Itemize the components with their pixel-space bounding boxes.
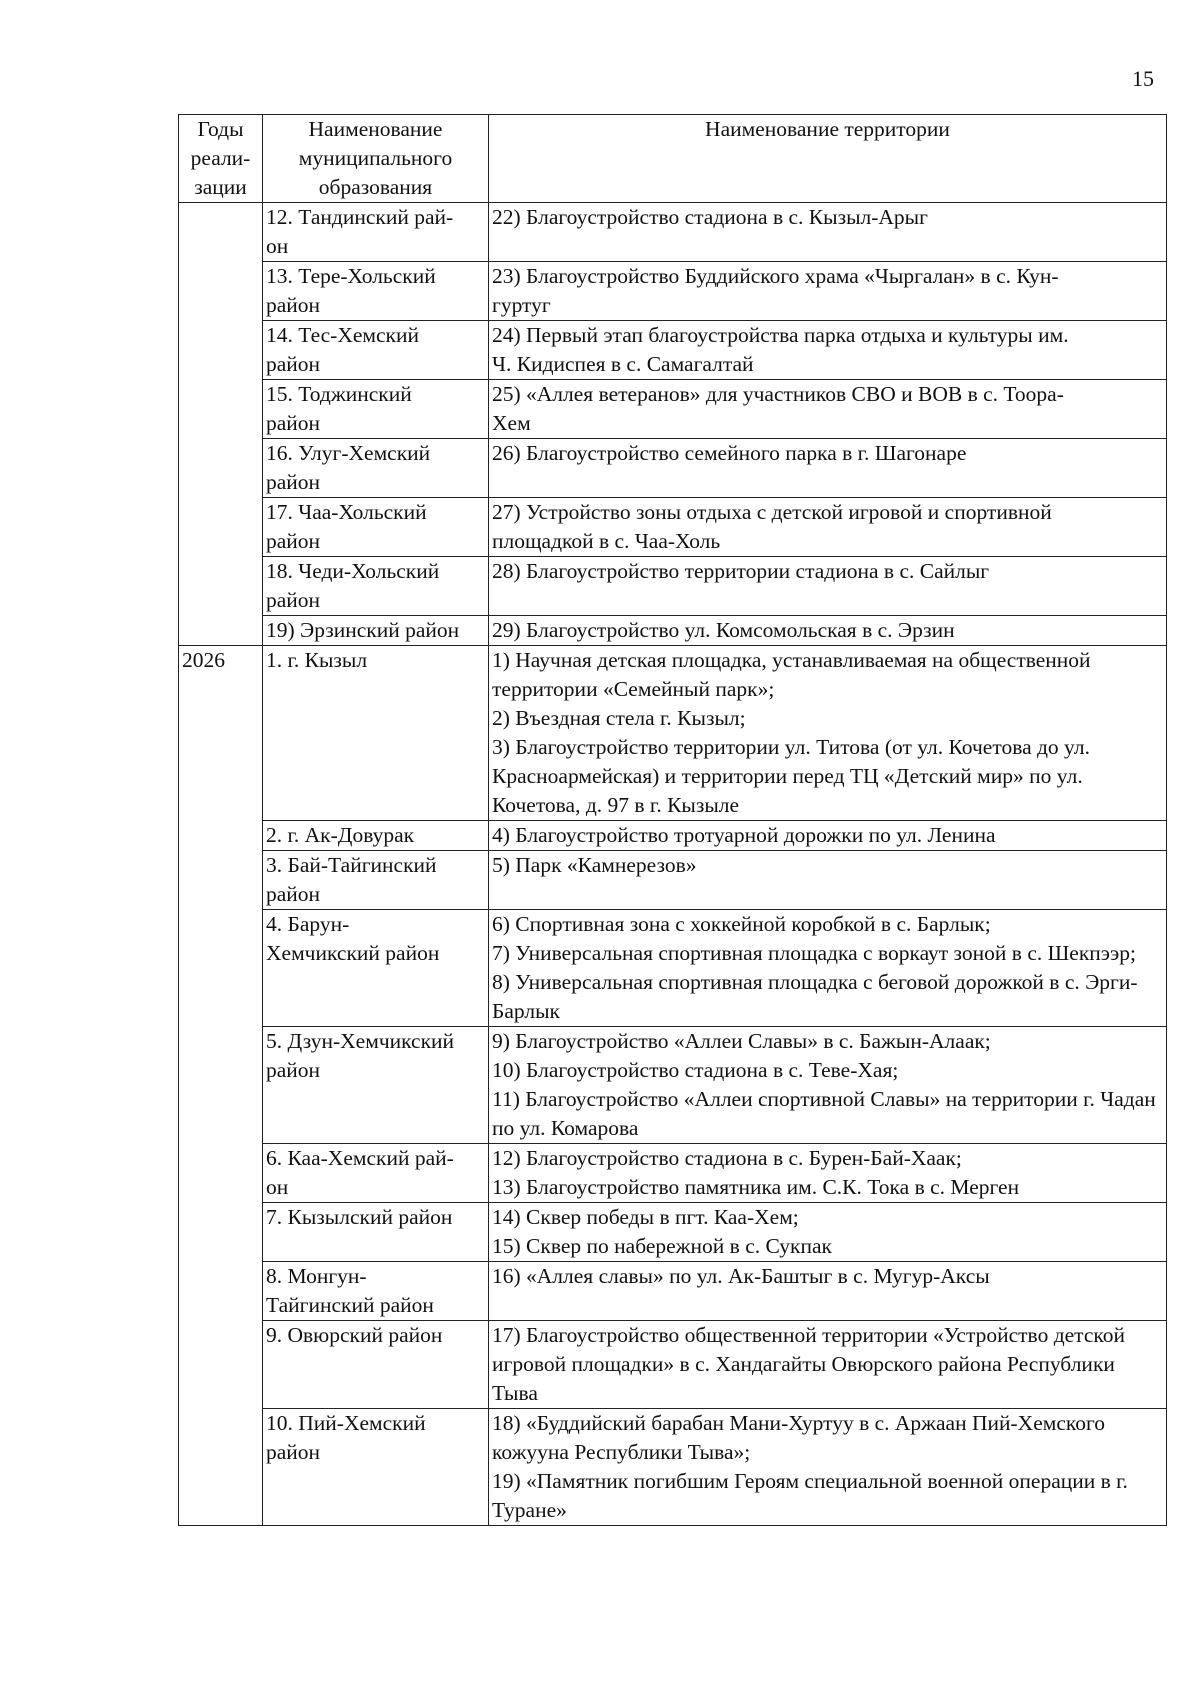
year-cell: 2026 <box>179 646 263 1526</box>
territory-cell <box>489 821 1167 851</box>
header-territory: Наименование территории <box>489 115 1167 203</box>
municipality-text: 13. Тере-Хольский <box>266 264 436 288</box>
municipality-cell <box>263 1027 489 1144</box>
territory-text: 12) Благоустройство стадиона в с. Бурен-Бай-Хаак; <box>492 1146 962 1170</box>
municipality-cell <box>263 851 489 910</box>
territory-text: 2) Въездная стела г. Кызыл; <box>492 706 746 730</box>
territory-text: Хем <box>492 411 531 435</box>
table-row <box>179 616 1167 646</box>
territory-text: 10) Благоустройство стадиона в с. Теве-Хая; <box>492 1058 899 1082</box>
municipality-cell <box>263 439 489 498</box>
territory-text: 25) «Аллея ветеранов» для участников СВО и ВОВ в с. Тоора- <box>492 382 1064 406</box>
territory-text: 14) Сквер победы в пгт. Каа-Хем; <box>492 1205 799 1229</box>
municipality-cell <box>263 498 489 557</box>
municipality-cell <box>263 910 489 1027</box>
territory-text: 26) Благоустройство семейного парка в г. Шагонаре <box>492 441 967 465</box>
table-row <box>179 321 1167 380</box>
municipality-cell <box>263 1409 489 1526</box>
territory-text: 17) Благоустройство общественной территории «Устройство детской игровой площадки» в с. Хандагайты Овюрского района Республики Тыва <box>492 1323 1125 1405</box>
municipality-text: он <box>266 234 289 258</box>
territory-cell <box>489 1262 1167 1321</box>
municipality-cell <box>263 321 489 380</box>
table-row <box>179 380 1167 439</box>
territory-text: 13) Благоустройство памятника им. С.К. Тока в с. Мерген <box>492 1175 1020 1199</box>
territory-cell <box>489 262 1167 321</box>
territory-cell <box>489 1321 1167 1409</box>
municipality-cell <box>263 1321 489 1409</box>
table-row <box>179 1321 1167 1409</box>
municipality-cell <box>263 1262 489 1321</box>
municipality-text: район <box>266 529 321 553</box>
municipality-text: 5. Дзун-Хемчикский <box>266 1029 455 1053</box>
municipality-text: 6. Каа-Хемский рай- <box>266 1146 454 1170</box>
territory-text: 9) Благоустройство «Аллеи Славы» в с. Бажын-Алаак; <box>492 1029 991 1053</box>
municipality-cell <box>263 1203 489 1262</box>
territory-cell <box>489 646 1167 821</box>
municipality-text: он <box>266 1175 289 1199</box>
municipality-cell <box>263 380 489 439</box>
municipality-text: 12. Тандинский рай- <box>266 205 454 229</box>
territory-text: 7) Универсальная спортивная площадка с воркаут зоной в с. Шекпээр; <box>492 941 1136 965</box>
table-row <box>179 1144 1167 1203</box>
territory-cell <box>489 439 1167 498</box>
table-row <box>179 557 1167 616</box>
municipality-cell <box>263 262 489 321</box>
municipality-text: район <box>266 588 321 612</box>
territory-text: 19) «Памятник погибшим Героям специальной военной операции в г. Туране» <box>492 1469 1128 1522</box>
municipality-cell <box>263 557 489 616</box>
territory-text: гуртуг <box>492 293 551 317</box>
municipality-text: район <box>266 1440 321 1464</box>
territory-text: 1) Научная детская площадка, устанавливаемая на общественной территории «Семейный парк»; <box>492 648 1091 701</box>
territory-text: 4) Благоустройство тротуарной дорожки по ул. Ленина <box>492 823 996 847</box>
municipality-cell <box>263 646 489 821</box>
table-row <box>179 851 1167 910</box>
header-years: Годы реали- зации <box>179 115 263 203</box>
page-number: 15 <box>1132 66 1154 91</box>
municipality-text: район <box>266 470 321 494</box>
municipality-cell <box>263 1144 489 1203</box>
territory-text: 5) Парк «Камнерезов» <box>492 853 697 877</box>
municipality-text: 7. Кызылский район <box>266 1205 453 1229</box>
territory-text: 24) Первый этап благоустройства парка отдыха и культуры им. <box>492 323 1069 347</box>
municipality-text: 2. г. Ак-Довурак <box>266 823 415 847</box>
municipality-text: район <box>266 1058 321 1082</box>
territory-text: 29) Благоустройство ул. Комсомольская в с. Эрзин <box>492 618 955 642</box>
territory-text: 23) Благоустройство Буддийского храма «Чыргалан» в с. Кун- <box>492 264 1059 288</box>
territory-cell <box>489 1203 1167 1262</box>
table-header-row <box>179 115 1167 203</box>
table-row <box>179 498 1167 557</box>
territory-text: 18) «Буддийский барабан Мани-Хуртуу в с. Аржаан Пий-Хемского кожууна Республики Тыва»; <box>492 1411 1106 1464</box>
territory-text: 27) Устройство зоны отдыха с детской игровой и спортивной <box>492 500 1052 524</box>
territory-cell <box>489 1144 1167 1203</box>
table-row <box>179 1262 1167 1321</box>
territory-text: 6) Спортивная зона с хоккейной коробкой в с. Барлык; <box>492 912 991 936</box>
table-row <box>179 646 1167 821</box>
municipality-text: 17. Чаа-Хольский <box>266 500 427 524</box>
table-body <box>179 203 1167 1526</box>
municipality-text: район <box>266 882 321 906</box>
municipality-text: район <box>266 352 321 376</box>
municipality-text: 16. Улуг-Хемский <box>266 441 431 465</box>
territory-cell <box>489 1409 1167 1526</box>
municipality-text: район <box>266 411 321 435</box>
territory-cell <box>489 910 1167 1027</box>
territory-cell <box>489 321 1167 380</box>
territory-text: 3) Благоустройство территории ул. Титова (от ул. Кочетова до ул. Красноармейская) и территории перед ТЦ «Детский мир» по ул. Кочетова, д. 97 в г. Кызыле <box>492 735 1090 817</box>
table-row <box>179 262 1167 321</box>
territory-text: 28) Благоустройство территории стадиона в с. Сайлыг <box>492 559 990 583</box>
municipality-cell <box>263 821 489 851</box>
municipality-text: 15. Тоджинский <box>266 382 412 406</box>
territory-text: Ч. Кидиспея в с. Самагалтай <box>492 352 754 376</box>
territory-cell <box>489 851 1167 910</box>
municipality-text: 4. Барун- <box>266 912 350 936</box>
territory-cell <box>489 380 1167 439</box>
territory-cell <box>489 616 1167 646</box>
municipality-cell <box>263 616 489 646</box>
territory-cell <box>489 203 1167 262</box>
municipality-text: 8. Монгун- <box>266 1264 367 1288</box>
municipality-cell <box>263 203 489 262</box>
territory-text: 22) Благоустройство стадиона в с. Кызыл-Арыг <box>492 205 928 229</box>
table-row <box>179 203 1167 262</box>
municipality-text: 19) Эрзинский район <box>266 618 460 642</box>
territory-cell <box>489 498 1167 557</box>
municipality-text: район <box>266 293 321 317</box>
territories-table <box>178 114 1167 1526</box>
territory-text: площадкой в с. Чаа-Холь <box>492 529 721 553</box>
municipality-text: 18. Чеди-Хольский <box>266 559 440 583</box>
municipality-text: 10. Пий-Хемский <box>266 1411 426 1435</box>
municipality-text: 1. г. Кызыл <box>266 648 368 672</box>
territory-text: 11) Благоустройство «Аллеи спортивной Славы» на территории г. Чадан по ул. Комарова <box>492 1087 1156 1140</box>
municipality-text: Хемчикский район <box>266 941 440 965</box>
territory-text: 15) Сквер по набережной в с. Сукпак <box>492 1234 832 1258</box>
municipality-text: Тайгинский район <box>266 1293 434 1317</box>
territory-cell <box>489 557 1167 616</box>
territory-text: 16) «Аллея славы» по ул. Ак-Баштыг в с. Мугур-Аксы <box>492 1264 990 1288</box>
table-row <box>179 439 1167 498</box>
municipality-text: 3. Бай-Тайгинский <box>266 853 437 877</box>
table-row <box>179 1027 1167 1144</box>
header-municipality: Наименование муниципального образования <box>263 115 489 203</box>
table-row <box>179 1203 1167 1262</box>
table-row <box>179 1409 1167 1526</box>
territory-text: 8) Универсальная спортивная площадка с беговой дорожкой в с. Эрги-Барлык <box>492 970 1138 1023</box>
table-row <box>179 821 1167 851</box>
municipality-text: 14. Тес-Хемский <box>266 323 420 347</box>
table-row <box>179 910 1167 1027</box>
year-cell <box>179 203 263 646</box>
territory-cell <box>489 1027 1167 1144</box>
municipality-text: 9. Овюрский район <box>266 1323 443 1347</box>
